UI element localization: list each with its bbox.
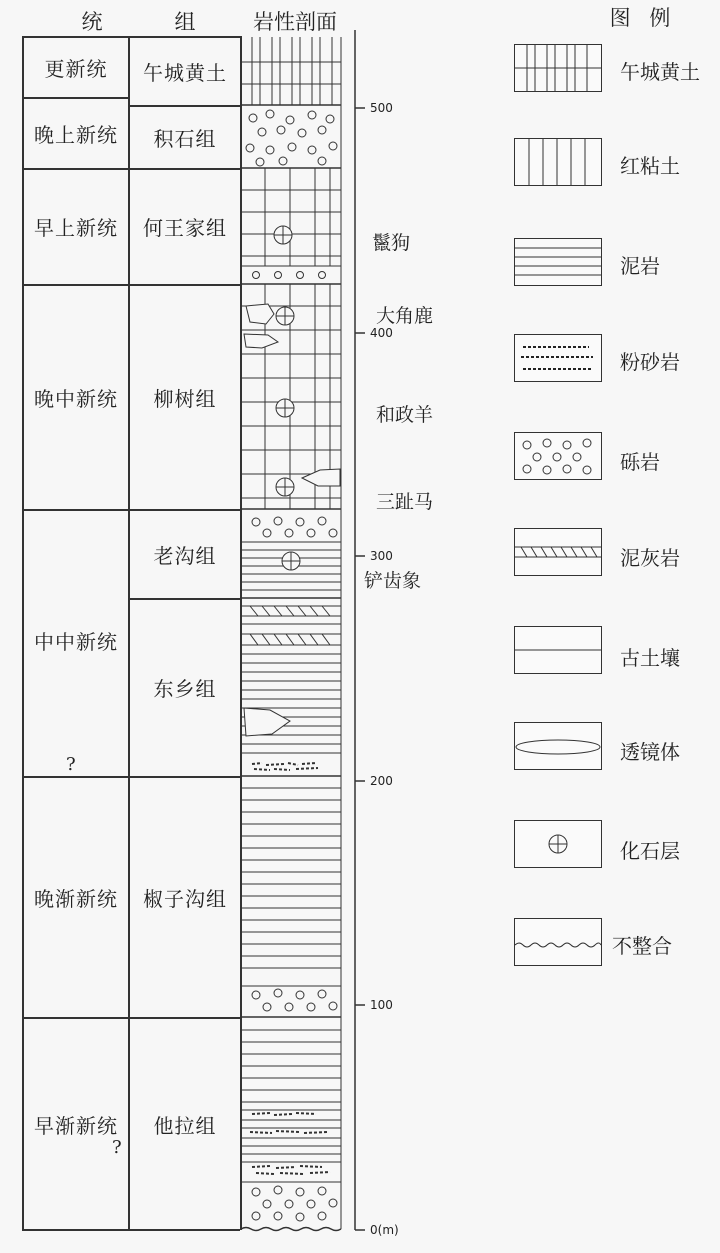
scale-label-300: 300 xyxy=(370,549,393,563)
legend-label-unconformity: 不整合 xyxy=(612,934,672,958)
group-cell-7 xyxy=(130,777,240,1017)
series-uncertain-mark: ? xyxy=(112,1137,122,1158)
group-cell-6 xyxy=(130,599,240,776)
group-cell-8 xyxy=(130,1018,240,1230)
series-cell-2 xyxy=(24,98,128,168)
series-cell-3 xyxy=(24,169,128,284)
series-cell-5 xyxy=(24,520,128,760)
loess-layer xyxy=(241,37,341,105)
group-name: 椒子沟组 xyxy=(143,886,227,911)
legend-swatch-loess xyxy=(514,44,602,92)
group-cell-1 xyxy=(130,37,240,105)
liushu-layer xyxy=(241,284,341,509)
legend-label-lens: 透镜体 xyxy=(620,740,680,764)
fossil-name-hyena: 鬣狗 xyxy=(372,232,411,254)
group-name: 积石组 xyxy=(153,126,217,151)
group-header: 组 xyxy=(174,10,196,34)
group-name: 老沟组 xyxy=(153,543,217,568)
scale-label-500: 500 xyxy=(370,101,393,115)
group-name: 他拉组 xyxy=(153,1113,217,1138)
series-divider xyxy=(22,509,128,511)
series-cell-7 xyxy=(24,1018,128,1230)
redclay-layer xyxy=(241,168,341,279)
series-cell-1 xyxy=(24,37,128,97)
series-cell-6 xyxy=(24,777,128,1017)
legend-swatch-mudstone xyxy=(514,238,602,286)
scale-label-200: 200 xyxy=(370,774,393,788)
group-cell-2 xyxy=(130,106,240,168)
series-cell-4 xyxy=(24,285,128,509)
jiaozigou-layer xyxy=(241,788,341,1011)
series-name: 晚中新统 xyxy=(34,386,118,411)
series-name: 晚渐新统 xyxy=(34,886,118,911)
series-name: 中中新统 xyxy=(34,629,118,654)
group-name: 午城黄土 xyxy=(143,60,227,85)
group-cell-3 xyxy=(130,169,240,284)
depth-scale xyxy=(350,30,370,1240)
dongxiang-layer xyxy=(241,606,341,770)
legend-label-redclay: 红粘土 xyxy=(620,154,680,178)
legend-swatch-fossil xyxy=(514,820,602,868)
legend-label-siltstone: 粉砂岩 xyxy=(620,350,680,374)
conglomerate-layer xyxy=(246,110,337,166)
legend-label-loess: 午城黄土 xyxy=(620,60,700,84)
fossil-name-hipparion: 三趾马 xyxy=(376,491,434,513)
group-cell-4 xyxy=(130,285,240,509)
series-name: 早渐新统 xyxy=(34,1113,118,1138)
legend-label-marl: 泥灰岩 xyxy=(620,546,680,570)
legend-swatch-paleosol xyxy=(514,626,602,674)
series-name: 更新统 xyxy=(44,56,108,81)
legend-label-mudstone: 泥岩 xyxy=(620,254,660,278)
legend-swatch-redclay xyxy=(514,138,602,186)
group-name: 何王家组 xyxy=(143,216,227,240)
group-cell-5 xyxy=(130,510,240,598)
legend-swatch-unconformity xyxy=(514,918,602,966)
legend-label-paleosol: 古土壤 xyxy=(620,646,680,670)
group-name: 东乡组 xyxy=(153,677,217,701)
legend-swatch-conglomerate xyxy=(514,432,602,480)
lithology-column xyxy=(240,36,360,1236)
fossil-name-platybelodon: 铲齿象 xyxy=(364,570,422,592)
scale-label-0: 0(m) xyxy=(370,1223,399,1237)
group-name: 柳树组 xyxy=(153,386,217,411)
legend-header: 图 例 xyxy=(609,6,677,30)
section-header: 岩性剖面 xyxy=(253,10,337,34)
fossil-name-hezheng-sheep: 和政羊 xyxy=(376,404,434,426)
fossil-name-megaloceros: 大角鹿 xyxy=(376,305,434,327)
legend-label-conglomerate: 砾岩 xyxy=(620,450,660,474)
legend-swatch-siltstone xyxy=(514,334,602,382)
laogou-layer xyxy=(241,517,341,590)
tala-layer xyxy=(241,1030,341,1221)
series-name: 早上新统 xyxy=(34,216,118,240)
scale-label-400: 400 xyxy=(370,326,393,340)
legend-swatch-marl xyxy=(514,528,602,576)
scale-label-100: 100 xyxy=(370,998,393,1012)
legend-swatch-lens xyxy=(514,722,602,770)
series-uncertain-mark: ? xyxy=(66,754,76,775)
series-header: 统 xyxy=(81,10,103,34)
series-name: 晚上新统 xyxy=(34,122,118,147)
legend-label-fossil: 化石层 xyxy=(620,839,680,863)
